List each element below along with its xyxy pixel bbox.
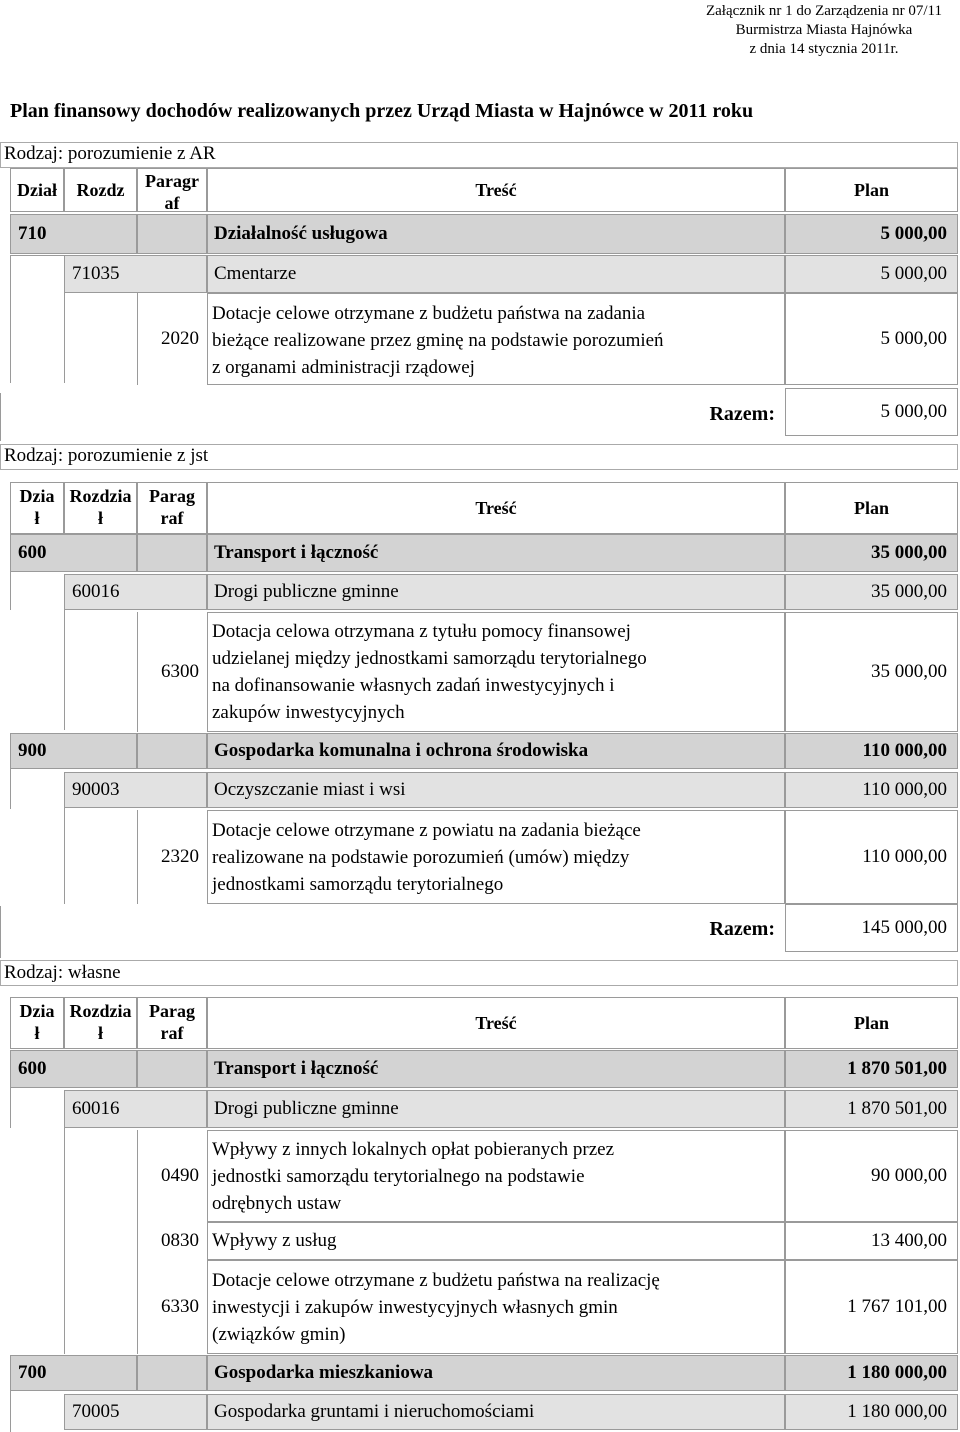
annotation-line-3: z dnia 14 stycznia 2011r. (749, 41, 899, 57)
col-header-dzial (10, 997, 64, 1049)
desc-line: udzielanej między jednostkami samorządu terytorialnego (212, 648, 647, 669)
dzial-plan: 5 000,00 (785, 214, 958, 254)
col-header-line: ł (97, 508, 103, 528)
dzial-code: 710 (10, 214, 137, 254)
paragraf-code: 6330 (137, 1260, 207, 1354)
paragraf-description (207, 293, 785, 385)
rozdz-indent (10, 255, 64, 293)
desc-line: Dotacje celowe otrzymane z powiatu na zadania bieżące (212, 820, 641, 841)
paragraf-code: 0490 (137, 1130, 207, 1222)
desc-line: Wpływy z innych lokalnych opłat pobieranych przez (212, 1139, 615, 1160)
desc-line: zakupów inwestycyjnych (212, 702, 405, 723)
paragraf-code: 6300 (137, 612, 207, 732)
indent-line (0, 393, 1, 441)
rozdz-code: 90003 (64, 772, 207, 808)
col-header-dzial: Dział (10, 168, 64, 212)
paragraf-description (207, 1260, 785, 1354)
dzial-empty-cell (137, 733, 207, 769)
desc-line: z organami administracji rządowej (212, 357, 475, 378)
rozdz-name: Oczyszczanie miast i wsi (207, 772, 785, 808)
col-header-paragraf (137, 997, 207, 1049)
paragraf-description (207, 810, 785, 904)
col-header-rozdz: Rozdz (64, 168, 137, 212)
dzial-name: Gospodarka komunalna i ochrona środowiska (207, 733, 785, 769)
document-title: Plan finansowy dochodów realizowanych przez Urząd Miasta w Hajnówce w 2011 roku (10, 100, 754, 122)
paragraf-code: 2320 (137, 810, 207, 904)
dzial-code: 600 (10, 534, 137, 572)
paragraf-description (207, 1130, 785, 1222)
razem-value: 5 000,00 (785, 388, 958, 436)
desc-line: bieżące realizowane przez gminę na podstawie porozumień (212, 330, 664, 351)
desc-line: inwestycji i zakupów inwestycyjnych własnych gmin (212, 1297, 618, 1318)
col-header-line: raf (160, 508, 184, 528)
col-header-line: Dzia (19, 1001, 55, 1021)
desc-line: (związków gmin) (212, 1324, 346, 1345)
col-header-rozdz (64, 997, 137, 1049)
col-header-line: ł (97, 1023, 103, 1043)
razem-label: Razem: (709, 402, 775, 425)
paragraf-plan: 90 000,00 (785, 1130, 958, 1222)
col-header-tresc: Treść (207, 482, 785, 534)
col-header-line: ł (34, 508, 40, 528)
col-header-paragraf (137, 168, 207, 212)
paragraf-description (207, 612, 785, 732)
paragraf-description: Wpływy z usług (207, 1222, 785, 1260)
indent-line (10, 769, 11, 809)
rozdz-name: Drogi publiczne gminne (207, 574, 785, 610)
indent-line (10, 1088, 11, 1128)
attachment-annotation (706, 2, 942, 59)
col-header-paragraf-line-1: Paragr (145, 171, 199, 191)
annotation-line-1: Załącznik nr 1 do Zarządzenia nr 07/11 (705, 3, 942, 19)
razem-label: Razem: (709, 917, 775, 940)
rozdz-name: Cmentarze (207, 255, 785, 293)
kind-label-ar: Rodzaj: porozumienie z AR (4, 143, 216, 164)
indent-line (10, 1391, 11, 1432)
indent-line (10, 293, 11, 383)
col-header-line: Parag (149, 1001, 195, 1021)
rozdz-code: 60016 (64, 574, 207, 610)
col-header-line: Dzia (19, 486, 55, 506)
rozdz-code: 60016 (64, 1090, 207, 1128)
paragraf-plan: 110 000,00 (785, 810, 958, 904)
dzial-code: 600 (10, 1050, 137, 1088)
paragraf-plan: 5 000,00 (785, 293, 958, 385)
col-header-line: Rozdzia (69, 1001, 132, 1021)
dzial-empty-cell (137, 534, 207, 572)
kind-bar-wlasne (0, 960, 958, 986)
indent-line (0, 906, 1, 958)
kind-label-jst: Rodzaj: porozumienie z jst (4, 445, 209, 466)
col-header-rozdz (64, 482, 137, 534)
rozdz-plan: 1 870 501,00 (785, 1090, 958, 1128)
rozdz-plan: 5 000,00 (785, 255, 958, 293)
desc-line: odrębnych ustaw (212, 1193, 342, 1214)
desc-line: Dotacja celowa otrzymana z tytułu pomocy finansowej (212, 621, 631, 642)
indent-line (64, 1128, 65, 1354)
rozdz-code: 70005 (64, 1394, 207, 1430)
col-header-tresc: Treść (207, 168, 785, 212)
dzial-empty-cell (137, 1050, 207, 1088)
col-header-paragraf (137, 482, 207, 534)
annotation-line-2: Burmistrza Miasta Hajnówka (735, 22, 913, 38)
rozdz-name: Gospodarka gruntami i nieruchomościami (207, 1394, 785, 1430)
desc-line: Dotacje celowe otrzymane z budżetu państwa na realizację (212, 1270, 660, 1291)
dzial-empty-cell (137, 214, 207, 254)
rozdz-code: 71035 (64, 255, 207, 293)
razem-value: 145 000,00 (785, 904, 958, 952)
col-header-dzial (10, 482, 64, 534)
dzial-plan: 1 180 000,00 (785, 1355, 958, 1391)
col-header-plan: Plan (785, 168, 958, 212)
paragraf-plan: 1 767 101,00 (785, 1260, 958, 1354)
paragraf-code: 0830 (137, 1222, 207, 1260)
indent-line (10, 572, 11, 610)
col-header-line: raf (160, 1023, 184, 1043)
dzial-name: Działalność usługowa (207, 214, 785, 254)
rozdz-plan: 110 000,00 (785, 772, 958, 808)
dzial-name: Transport i łączność (207, 1050, 785, 1088)
desc-line: Dotacje celowe otrzymane z budżetu państwa na zadania (212, 303, 646, 324)
col-header-tresc: Treść (207, 997, 785, 1049)
dzial-code: 900 (10, 733, 137, 769)
indent-line (64, 808, 65, 904)
dzial-plan: 35 000,00 (785, 534, 958, 572)
indent-line (64, 610, 65, 730)
kind-label-wlasne: Rodzaj: własne (4, 962, 121, 983)
dzial-plan: 110 000,00 (785, 733, 958, 769)
dzial-empty-cell (137, 1355, 207, 1391)
col-header-line: ł (34, 1023, 40, 1043)
indent-line (64, 293, 65, 383)
paragraf-code: 2020 (137, 293, 207, 385)
rozdz-name: Drogi publiczne gminne (207, 1090, 785, 1128)
rozdz-plan: 35 000,00 (785, 574, 958, 610)
dzial-name: Gospodarka mieszkaniowa (207, 1355, 785, 1391)
desc-line: na dofinansowanie własnych zadań inwestycyjnych i (212, 675, 615, 696)
col-header-line: Parag (149, 486, 195, 506)
col-header-plan: Plan (785, 997, 958, 1049)
desc-line: jednostkami samorządu terytorialnego (212, 874, 504, 895)
col-header-paragraf-line-2: af (164, 193, 180, 213)
col-header-plan: Plan (785, 482, 958, 534)
paragraf-plan: 13 400,00 (785, 1222, 958, 1260)
col-header-line: Rozdzia (69, 486, 132, 506)
dzial-code: 700 (10, 1355, 137, 1391)
desc-line: realizowane na podstawie porozumień (umów) między (212, 847, 630, 868)
dzial-plan: 1 870 501,00 (785, 1050, 958, 1088)
dzial-name: Transport i łączność (207, 534, 785, 572)
rozdz-plan: 1 180 000,00 (785, 1394, 958, 1430)
paragraf-plan: 35 000,00 (785, 612, 958, 732)
desc-line: jednostki samorządu terytorialnego na podstawie (212, 1166, 585, 1187)
